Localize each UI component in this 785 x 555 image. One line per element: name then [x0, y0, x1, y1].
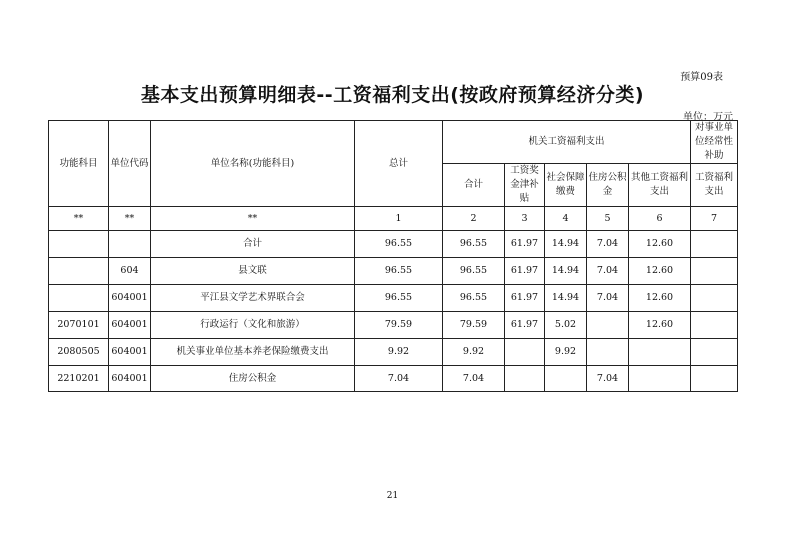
cell-wage-bonus: 61.97 [505, 258, 545, 285]
cell-total: 79.59 [355, 312, 443, 339]
cell-unit-code: 604001 [109, 285, 151, 312]
page-number: 21 [386, 491, 399, 501]
table-row [49, 339, 738, 366]
header-subsidy-wage: 工资福利支出 [691, 164, 738, 207]
index-row [49, 207, 738, 231]
cell-social-security: 9.92 [545, 339, 587, 366]
cell-sub-total: 7.04 [443, 366, 505, 392]
page-title: 基本支出预算明细表--工资福利支出(按政府预算经济分类) [140, 84, 645, 106]
cell-unit-name: 机关事业单位基本养老保险缴费支出 [151, 339, 355, 366]
header-wage-bonus: 工资奖金津补贴 [505, 164, 545, 207]
index-cell: 3 [505, 207, 545, 231]
cell-total: 96.55 [355, 285, 443, 312]
cell-sub-total: 79.59 [443, 312, 505, 339]
cell-subsidy-wage [691, 231, 738, 258]
index-cell: 1 [355, 207, 443, 231]
cell-other-wage: 12.60 [629, 312, 691, 339]
cell-housing-fund [587, 339, 629, 366]
cell-func-code: 2210201 [49, 366, 109, 392]
index-cell: 2 [443, 207, 505, 231]
cell-subsidy-wage [691, 339, 738, 366]
cell-subsidy-wage [691, 366, 738, 392]
cell-total: 96.55 [355, 231, 443, 258]
index-cell: 6 [629, 207, 691, 231]
cell-other-wage [629, 366, 691, 392]
table-number: 预算09表 [680, 72, 723, 83]
index-cell: 5 [587, 207, 629, 231]
header-unit-name: 单位名称(功能科目) [151, 121, 355, 207]
cell-social-security: 14.94 [545, 231, 587, 258]
index-cell: ** [151, 207, 355, 231]
cell-social-security: 14.94 [545, 285, 587, 312]
cell-sub-total: 96.55 [443, 258, 505, 285]
header-total: 总计 [355, 121, 443, 207]
header-housing-fund: 住房公积金 [587, 164, 629, 207]
cell-housing-fund: 7.04 [587, 231, 629, 258]
cell-unit-name: 合计 [151, 231, 355, 258]
cell-subsidy-wage [691, 312, 738, 339]
cell-unit-code: 604001 [109, 366, 151, 392]
cell-housing-fund [587, 312, 629, 339]
cell-unit-code: 604 [109, 258, 151, 285]
table-row [49, 312, 738, 339]
cell-func-code [49, 258, 109, 285]
table-row [49, 285, 738, 312]
cell-total: 9.92 [355, 339, 443, 366]
cell-unit-code: 604001 [109, 312, 151, 339]
cell-sub-total: 9.92 [443, 339, 505, 366]
header-social-security: 社会保障缴费 [545, 164, 587, 207]
cell-social-security: 5.02 [545, 312, 587, 339]
cell-func-code [49, 285, 109, 312]
header-subsidy-group: 对事业单位经常性补助 [691, 121, 738, 164]
cell-unit-name: 县文联 [151, 258, 355, 285]
index-cell: 4 [545, 207, 587, 231]
header-sub-total: 合计 [443, 164, 505, 207]
header-unit-code: 单位代码 [109, 121, 151, 207]
header-group-wage: 机关工资福利支出 [443, 121, 691, 164]
unit-label: 单位：万元 [683, 112, 733, 123]
cell-func-code: 2080505 [49, 339, 109, 366]
cell-other-wage [629, 339, 691, 366]
cell-wage-bonus: 61.97 [505, 231, 545, 258]
cell-social-security: 14.94 [545, 258, 587, 285]
cell-unit-name: 住房公积金 [151, 366, 355, 392]
cell-unit-name: 平江县文学艺术界联合会 [151, 285, 355, 312]
header-func-code: 功能科目 [49, 121, 109, 207]
cell-wage-bonus [505, 339, 545, 366]
index-cell: ** [109, 207, 151, 231]
cell-other-wage: 12.60 [629, 231, 691, 258]
cell-social-security [545, 366, 587, 392]
cell-total: 96.55 [355, 258, 443, 285]
cell-sub-total: 96.55 [443, 231, 505, 258]
cell-unit-code [109, 231, 151, 258]
table-row [49, 258, 738, 285]
cell-unit-name: 行政运行（文化和旅游） [151, 312, 355, 339]
table-row [49, 231, 738, 258]
table-row [49, 366, 738, 392]
header-other-wage: 其他工资福利支出 [629, 164, 691, 207]
cell-housing-fund: 7.04 [587, 258, 629, 285]
index-cell: 7 [691, 207, 738, 231]
index-cell: ** [49, 207, 109, 231]
budget-table [48, 120, 738, 392]
cell-subsidy-wage [691, 258, 738, 285]
cell-other-wage: 12.60 [629, 258, 691, 285]
cell-unit-code: 604001 [109, 339, 151, 366]
cell-func-code [49, 231, 109, 258]
cell-wage-bonus: 61.97 [505, 312, 545, 339]
cell-other-wage: 12.60 [629, 285, 691, 312]
cell-subsidy-wage [691, 285, 738, 312]
cell-housing-fund: 7.04 [587, 285, 629, 312]
cell-func-code: 2070101 [49, 312, 109, 339]
cell-total: 7.04 [355, 366, 443, 392]
cell-wage-bonus: 61.97 [505, 285, 545, 312]
cell-sub-total: 96.55 [443, 285, 505, 312]
cell-wage-bonus [505, 366, 545, 392]
cell-housing-fund: 7.04 [587, 366, 629, 392]
